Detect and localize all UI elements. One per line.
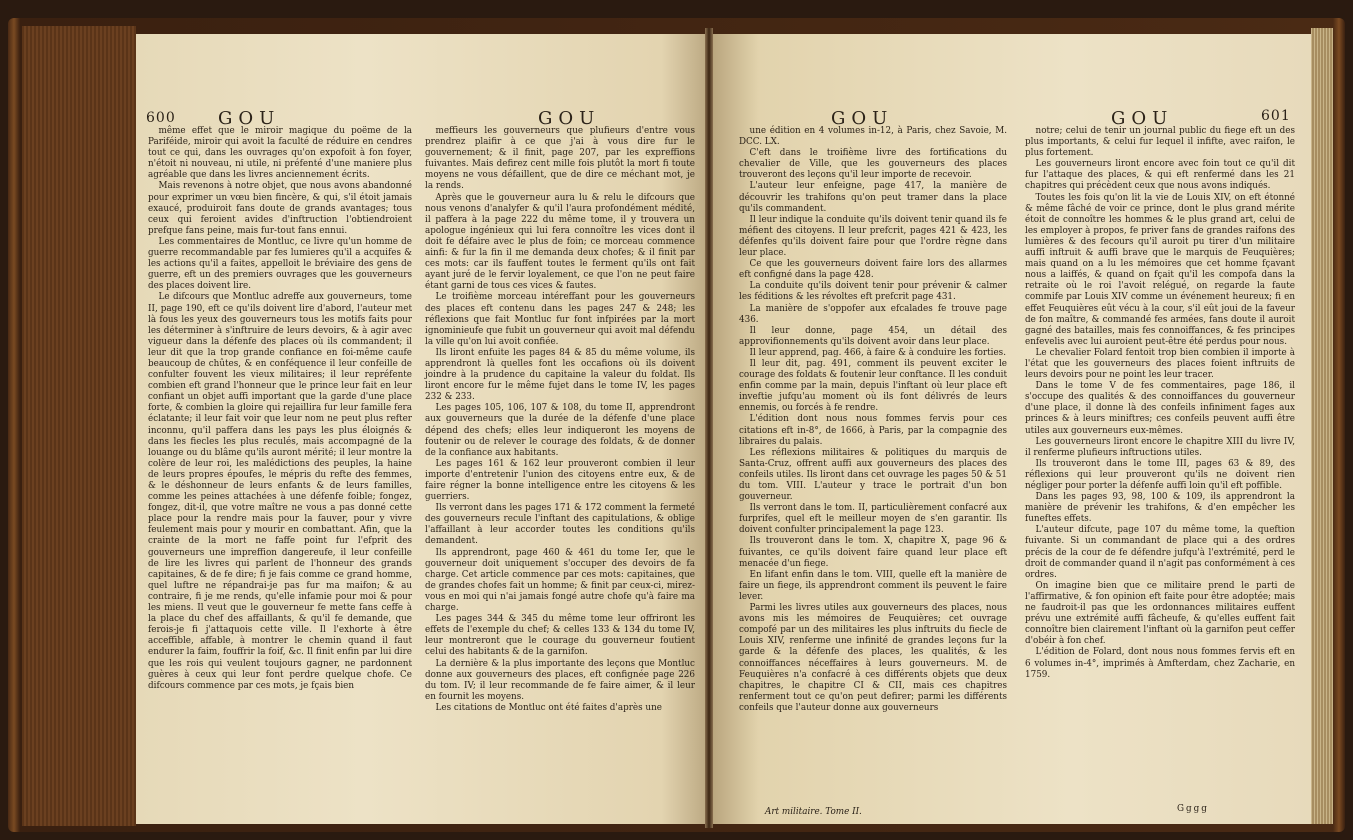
paragraph: En lifant enfin dans le tom. VIII, quelle eft la manière de faire un fiege, ils apprendront comment ils peuvent le faire lever. [739, 569, 1007, 602]
right-header-title-1: GOU [831, 108, 894, 129]
paragraph: La conduite qu'ils doivent tenir pour prévenir & calmer les féditions & les révoltes eft prefcrit page 431. [739, 281, 1007, 303]
paragraph: La dernière & la plus importante des leçons que Montluc donne aux gouverneurs des places, eft confignée page 226 du tom. IV; il leur recommande de fe faire aimer, & il leur en fournit les moyens. [425, 658, 695, 702]
paragraph: Les citations de Montluc ont été faites d'après une [435, 702, 662, 713]
paragraph: Il leur donne, page 454, un détail des approvifionnements qu'ils doivent avoir dans leur place. [739, 325, 1007, 347]
right-page-signature-mark: Gggg [1177, 804, 1209, 814]
left-column-1 [148, 126, 412, 692]
paragraph: On imagine bien que ce militaire prend le parti de l'affirmative, & fon opinion eft faite pour être adoptée; mais ne faudroit-il pas que les ordonnances militaires euffent prévu une extrémité auffi fâcheufe, & qu'elles euffent fait connoître bien clairement l'inftant où la garnifon peut ceffer d'obéir à fon chef. [1025, 580, 1295, 647]
paragraph: Ils verront dans le tom. II, particulièrement confacré aux furprifes, quel eft le meilleur moyen de s'en garantir. Ils doivent confulter principalement la page 123. [739, 503, 1007, 536]
book-fore-edge-right [1311, 28, 1333, 824]
book-gutter [705, 28, 713, 828]
left-column-2 [425, 126, 695, 714]
paragraph: Les pages 161 & 162 leur prouveront combien il leur importe d'entretenir l'union des citoyens entre eux, & de faire régner la bonne intelligence entre les citoyens & les guerriers. [425, 458, 695, 503]
paragraph: Dans le tome V de fes commentaires, page 186, il s'occupe des qualités & des connoiffances du gouverneur d'une place, il donne là des confeils infiniment fages aux princes & à leurs miniftres; ces confeils peuvent auffi être utiles aux gouverneurs eux-mêmes. [1025, 381, 1295, 436]
paragraph: Le troifième morceau intéreffant pour les gouverneurs des places eft contenu dans les pages 247 & 248; les réflexions que fait Montluc fur font infpirées par la mort ignominieufe que fubit un gouverneur qui avoit mal défendu la ville qu'on lui avoit confiée. [425, 292, 695, 347]
right-page [711, 34, 1311, 824]
book-fore-edge-left [22, 26, 136, 826]
paragraph: Les commentaires de Montluc, ce livre qu'un homme de guerre recommandable par fes lumieres qu'il a acquifes & les actions qu'il a faites, appelloit le bréviaire des gens de guerre, eft un des premiers ouvrages que les gouverneurs des places doivent lire. [148, 236, 412, 292]
paragraph: notre; celui de tenir un journal public du fiege eft un des plus importants, & celui fur lequel il infifte, avec raifon, le plus fortement. [1025, 126, 1295, 159]
book [8, 18, 1345, 832]
right-page-signature-note: Art militaire. Tome II. [765, 807, 862, 817]
paragraph: Le chevalier Folard fentoit trop bien combien il importe à l'état que les gouverneurs des places foient inftruits de leurs devoirs pour ne point les leur tracer. [1025, 347, 1295, 381]
right-column-2 [1025, 126, 1295, 681]
paragraph: La manière de s'oppofer aux efcalades fe trouve page 436. [739, 303, 1007, 325]
paragraph: L'édition dont nous nous fommes fervis pour ces citations eft in-8°, de 1666, à Paris, par la compagnie des libraires du palais. [739, 414, 1007, 447]
right-header-title-2: GOU [1111, 108, 1174, 129]
paragraph: Le difcours que Montluc adreffe aux gouverneurs, tome II, page 190, eft ce qu'ils doivent lire d'abord, l'auteur met là fous les yeux des gouverneurs tous les motifs faits pour les déterminer à s'inftruire de leurs devoirs, & à agir avec vigueur dans la défenfe des places où ils commandent; il leur dit que la trop grande confiance en foi-même caufe beaucoup de chûtes, & en conféquence il leur confeille de confulter fouvent les vieux militaires; il leur repréfente combien eft grand l'honneur que le prince leur fait en leur confiant un objet auffi important que la garde d'une place forte, & combien la gloire qui rejaillira fur leur famille fera éclatante; il leur fait voir que leur nom ne peut plus refter inconnu, qu'il paffera dans les pays les plus éloignés & dans les fiecles les plus reculés, mais accompagné de la louange ou du blâme qu'ils auront mérité; il leur montre la colère de leur roi, les malédictions des peuples, la haine de leurs propres époufes, le mépris du refte des femmes, & le déshonneur de leurs enfants & de leurs familles, comme les peines attachées à une défenfe foible; fongez, fongez, dit-il, que votre maître ne vous a pas donné cette place pour la rendre mais pour la fauver, pour y vivre feulement mais pour y mourir en combattant. Afin, que la crainte de la mort ne faffe point fur l'efprit des gouverneurs une impreffion dangereufe, il leur confeille de lire les livres qui parlent de l'honneur des grands capitaines, & de fe dire; fi je fais comme ce grand homme, quel luftre ne répandrai-je pas fur ma maifon; & au contraire, fi je me rends, qu'elle infamie pour moi & pour les miens. Il veut que le gouverneur fe mette fans ceffe à la place du chef des affaillants, & qu'il fe demande, que ferois-je fi j'attaquois cette ville. Il l'exhorte à être acceffible, affable, à montrer le chemin quand il faut endurer la faim, fouffrir la foif, &c. Il finit enfin par lui dire que les rois qui veulent toujours gagner, ne pardonnent guères à ceux qui leur font perdre quelque chofe. Ce difcours commence par ces mots, je fçais bien [148, 292, 412, 691]
left-page-header [146, 108, 701, 129]
paragraph: Il leur apprend, pag. 466, à faire & à conduire les forties. [749, 347, 1006, 358]
left-header-title-1: GOU [218, 108, 281, 129]
paragraph: Ils verront dans les pages 171 & 172 comment la fermeté des gouverneurs recule l'inftant des capitulations, & oblige l'affaillant à leur accorder toutes les conditions qu'ils demandent. [425, 503, 695, 547]
paragraph: une édition en 4 volumes in-12, à Paris, chez Savoie, M. DCC. LX. [739, 126, 1007, 148]
right-column-1 [739, 126, 1007, 714]
paragraph: Parmi les livres utiles aux gouverneurs des places, nous avons mis les mémoires de Feuquières; cet ouvrage compofé par un des militaires les plus inftruits du fiecle de Louis XIV, renferme une infinité de grandes leçons fur la garde & la défenfe des places, les qualités, & les connoiffances néceffaires à leurs gouverneurs. M. de Feuquières n'a confacré à ces différents objets que deux chapitres, le chapitre CI & CII, mais ces chapitres renferment tout ce qu'on peut defirer; parmi les différents confeils que l'auteur donne aux gouverneurs [739, 603, 1007, 713]
paragraph: Toutes les fois qu'on lit la vie de Louis XIV, on eft étonné & même fâché de voir ce prince, dont le plus grand mérite étoit de connoître les hommes & le plus grand art, celui de les employer à propos, fe priver fans de grandes raifons des lumières & des fecours qu'il auroit pu tirer d'un militaire auffi inftruit & auffi brave que le marquis de Feuquières; mais quand on a lu les mémoires que cet homme fçavant nous a laiffés, & quand on fçait qu'il les compofa dans la retraite où le roi l'avoit relégué, on regarde la faute commife par Louis XIV comme un événement heureux; fi en effet Feuquières eût vécu à la cour, s'il eût joui de la faveur de fon maître, & commandé fes armées, fans doute il auroit gagné des batailles, mais fes connoiffances, & fes principes enfevelis avec lui auroient peut-être été perdus pour nous. [1025, 192, 1295, 347]
left-header-title-2: GOU [538, 108, 601, 129]
paragraph: Ils trouveront dans le tom. X, chapitre X, page 96 & fuivantes, ce qu'ils doivent faire quand leur place eft menacée d'un fiege. [739, 536, 1007, 569]
paragraph: Mais revenons à notre objet, que nous avons abandonné pour exprimer un vœu bien fincère, & qui, s'il étoit jamais exaucé, produiroit fans doute de grands avantages; tous ceux qui feroient avides d'inftruction l'obtiendroient prefque fans peine, mais fur-tout fans ennui. [148, 181, 412, 236]
paragraph: même effet que le miroir magique du poëme de la Pariféide, miroir qui avoit la faculté de réduire en cendres tout ce qui, dans les ouvrages qu'on expofoit à fon foyer, n'étoit ni nouveau, ni utile, ni préfenté d'une maniere plus agréable que dans les livres anciennement écrits. [148, 126, 412, 181]
paragraph: Les gouverneurs liront encore le chapitre XIII du livre IV, il renferme plufieurs inftructions utiles. [1025, 436, 1295, 458]
paragraph: Ils apprendront, page 460 & 461 du tome Ier, que le gouverneur doit uniquement s'occuper des devoirs de fa charge. Cet article commence par ces mots: capitaines, que de grandes chofes fait un homme; & finit par ceux-ci, mirez-vous en moi qui n'ai jamais fongé autre chofe qu'à faire ma charge. [425, 547, 695, 614]
paragraph: meffieurs les gouverneurs que plufieurs d'entre vous prendrez plaifir à ce que j'ai à vous dire fur le gouvernement; & il finit, page 207, par les expreffions fuivantes. Mais defirez cent mille fois plutôt la mort fi toute moyens ne vous défaillent, que de dire ce méchant mot, je la rends. [425, 126, 695, 192]
paragraph: L'auteur leur enfeigne, page 417, la manière de découvrir les trahifons qu'on peut tramer dans la place qu'ils commandent. [739, 181, 1007, 214]
paragraph: Les gouverneurs liront encore avec foin tout ce qu'il dit fur l'attaque des places, & qui eft renfermé dans les 21 chapitres qui précèdent ceux que nous avons indiqués. [1025, 159, 1295, 192]
paragraph: Il leur dit, pag. 491, comment ils peuvent exciter le courage des foldats & foutenir leur conftance. Il les conduit enfin comme par la main, depuis l'inftant où leur place eft inveftie jufqu'au moment où ils font délivrés de leurs ennemis, ou forcés à fe rendre. [739, 358, 1007, 414]
paragraph: Ce que les gouverneurs doivent faire lors des allarmes eft configné dans la page 428. [739, 259, 1007, 281]
paragraph: L'auteur difcute, page 107 du même tome, la queftion fuivante. Si un commandant de place qui a des ordres précis de la cour de fe défendre jufqu'à l'extrémité, perd le droit de commander quand il n'agit pas conformément à ces ordres. [1025, 525, 1295, 580]
paragraph: C'eft dans le troifième livre des fortifications du chevalier de Ville, que les gouverneurs des places trouveront des leçons qu'il leur importe de recevoir. [739, 148, 1007, 181]
left-page-number: 600 [146, 110, 176, 126]
paragraph: Après que le gouverneur aura lu & relu le difcours que nous venons d'analyfer & qu'il l'aura profondément médité, il paffera à la page 222 du même tome, il y trouvera un apologue ingénieux qui lui fera connoître les vices dont il doit fe défaire avec le plus de foin; ce morceau commence ainfi: & fur la fin il me demanda deux chofes; & il finit par ces mots: car ils fauffent toutes le ferment qu'ils ont fait ayant juré de le fervir loyalement, ce que l'on ne peut faire étant garni de tous ces vices & fautes. [425, 192, 695, 292]
left-page [136, 34, 707, 824]
paragraph: Ils trouveront dans le tome III, pages 63 & 89, des réflexions qui leur prouveront qu'ils ne doivent rien négliger pour porter la défenfe auffi loin qu'il eft poffible. [1025, 458, 1295, 491]
paragraph: Ils liront enfuite les pages 84 & 85 du même volume, ils apprendront là quelles font les occafions où ils doivent joindre à la prudence du capitaine la valeur du foldat. Ils liront encore fur le même fujet dans le tome IV, les pages 232 & 233. [425, 347, 695, 403]
paragraph: Les pages 105, 106, 107 & 108, du tome II, apprendront aux gouverneurs que la durée de la défenfe d'une place dépend des chefs; elles leur indiqueront les moyens de foutenir ou de relever le courage des foldats, & de donner de la confiance aux habitants. [425, 403, 695, 458]
paragraph: Les réflexions militaires & politiques du marquis de Santa-Cruz, offrent auffi aux gouverneurs des places des confeils utiles. Ils liront dans cet ouvrage les pages 50 & 51 du tom. VIII. L'auteur y trace le portrait d'un bon gouverneur. [739, 447, 1007, 503]
paragraph: L'édition de Folard, dont nous nous fommes fervis eft en 6 volumes in-4°, imprimés à Amfterdam, chez Zacharie, en 1759. [1025, 647, 1295, 680]
right-page-number: 601 [1261, 108, 1291, 124]
paragraph: Dans les pages 93, 98, 100 & 109, ils apprendront la manière de prévenir les trahifons, & d'en empêcher les funeftes effets. [1025, 492, 1295, 525]
paragraph: Il leur indique la conduite qu'ils doivent tenir quand ils fe méfient des citoyens. Il leur prefcrit, pages 421 & 423, les défenfes qu'ils doivent faire pour que l'ordre règne dans leur place. [739, 214, 1007, 259]
paragraph: Les pages 344 & 345 du même tome leur offriront les effets de l'exemple du chef; & celles 133 & 134 du tome IV, leur montreront que le courage du gouverneur foutient celui des habitants & de la garnifon. [425, 614, 695, 658]
